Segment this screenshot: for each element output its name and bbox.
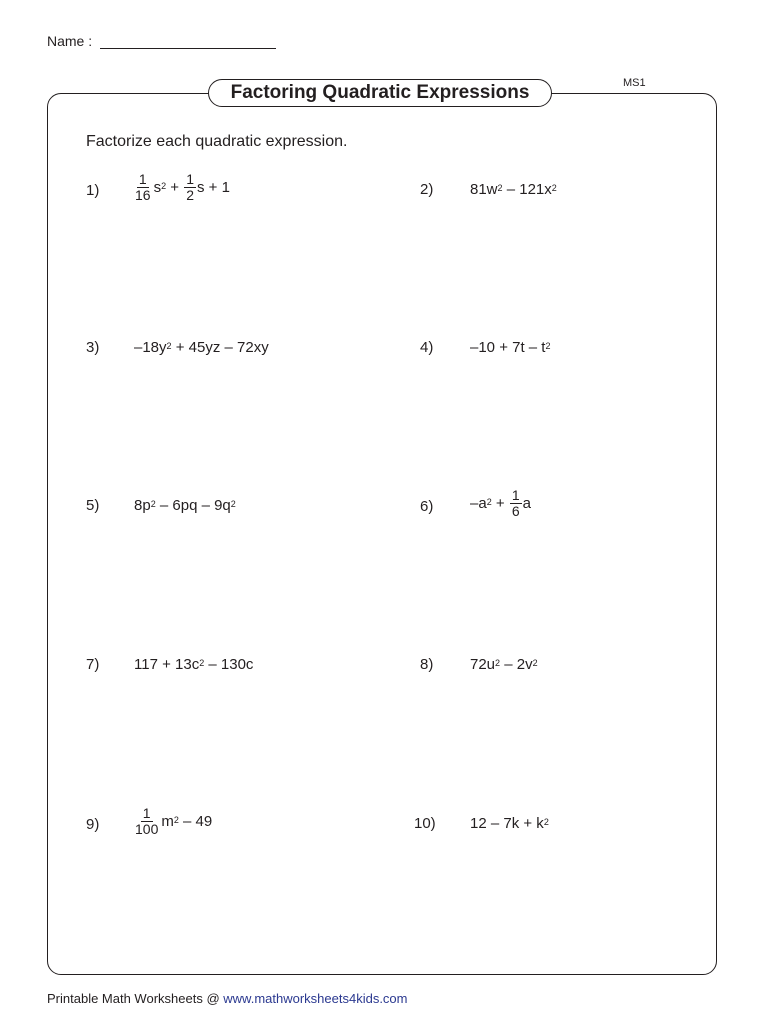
problem-expression: –a $^2$ + $\frac{1}{6}$ a [470,487,531,519]
worksheet-title: Factoring Quadratic Expressions [208,79,552,107]
problem-expression: 117 + 13c $^2$ – 130c [134,656,254,673]
worksheet-code: MS1 [623,77,646,89]
problem-number: 7) [86,656,100,673]
name-label: Name : [47,33,93,49]
footer [47,991,408,1006]
name-blank-line [100,34,276,49]
problem-expression: 8p $^2$ – 6pq – 9q $^2$ [134,497,236,514]
fraction: $\frac{1}{16}$ [135,171,151,203]
problem-expression: –18y $^2$ + 45yz – 72xy [134,339,269,356]
problem-number: 8) [420,656,434,673]
fraction: $\frac{1}{2}$ [186,171,194,203]
problem-number: 10) [414,815,436,832]
problem-number: 1) [86,182,100,199]
problem-number: 4) [420,339,434,356]
fraction: $\frac{1}{100}$ [135,805,159,837]
problem-expression: 12 – 7k + k $^2$ [470,815,549,832]
problem-number: 2) [420,181,434,198]
worksheet-frame [47,93,717,975]
fraction: $\frac{1}{6}$ [511,487,520,519]
problem-number: 9) [86,816,100,833]
name-field [47,33,276,49]
instructions: Factorize each quadratic expression. [86,133,348,150]
problem-expression: $\frac{1}{16}$ s $^2$ + $\frac{1}{2}$ s + 1 [135,171,230,203]
problem-number: 3) [86,339,100,356]
problem-expression: $\frac{1}{100}$ m $^2$ – 49 [135,805,213,837]
problem-expression: 72u $^2$ – 2v $^2$ [470,656,538,673]
footer-label: Printable Math Worksheets @ [47,991,220,1006]
problem-expression: –10 + 7t – t $^2$ [470,339,551,356]
problem-number: 6) [420,498,434,515]
problem-expression: 81w $^2$ – 121x $^2$ [470,181,557,198]
problem-number: 5) [86,497,100,514]
footer-link[interactable]: www.mathworksheets4kids.com [223,991,408,1006]
